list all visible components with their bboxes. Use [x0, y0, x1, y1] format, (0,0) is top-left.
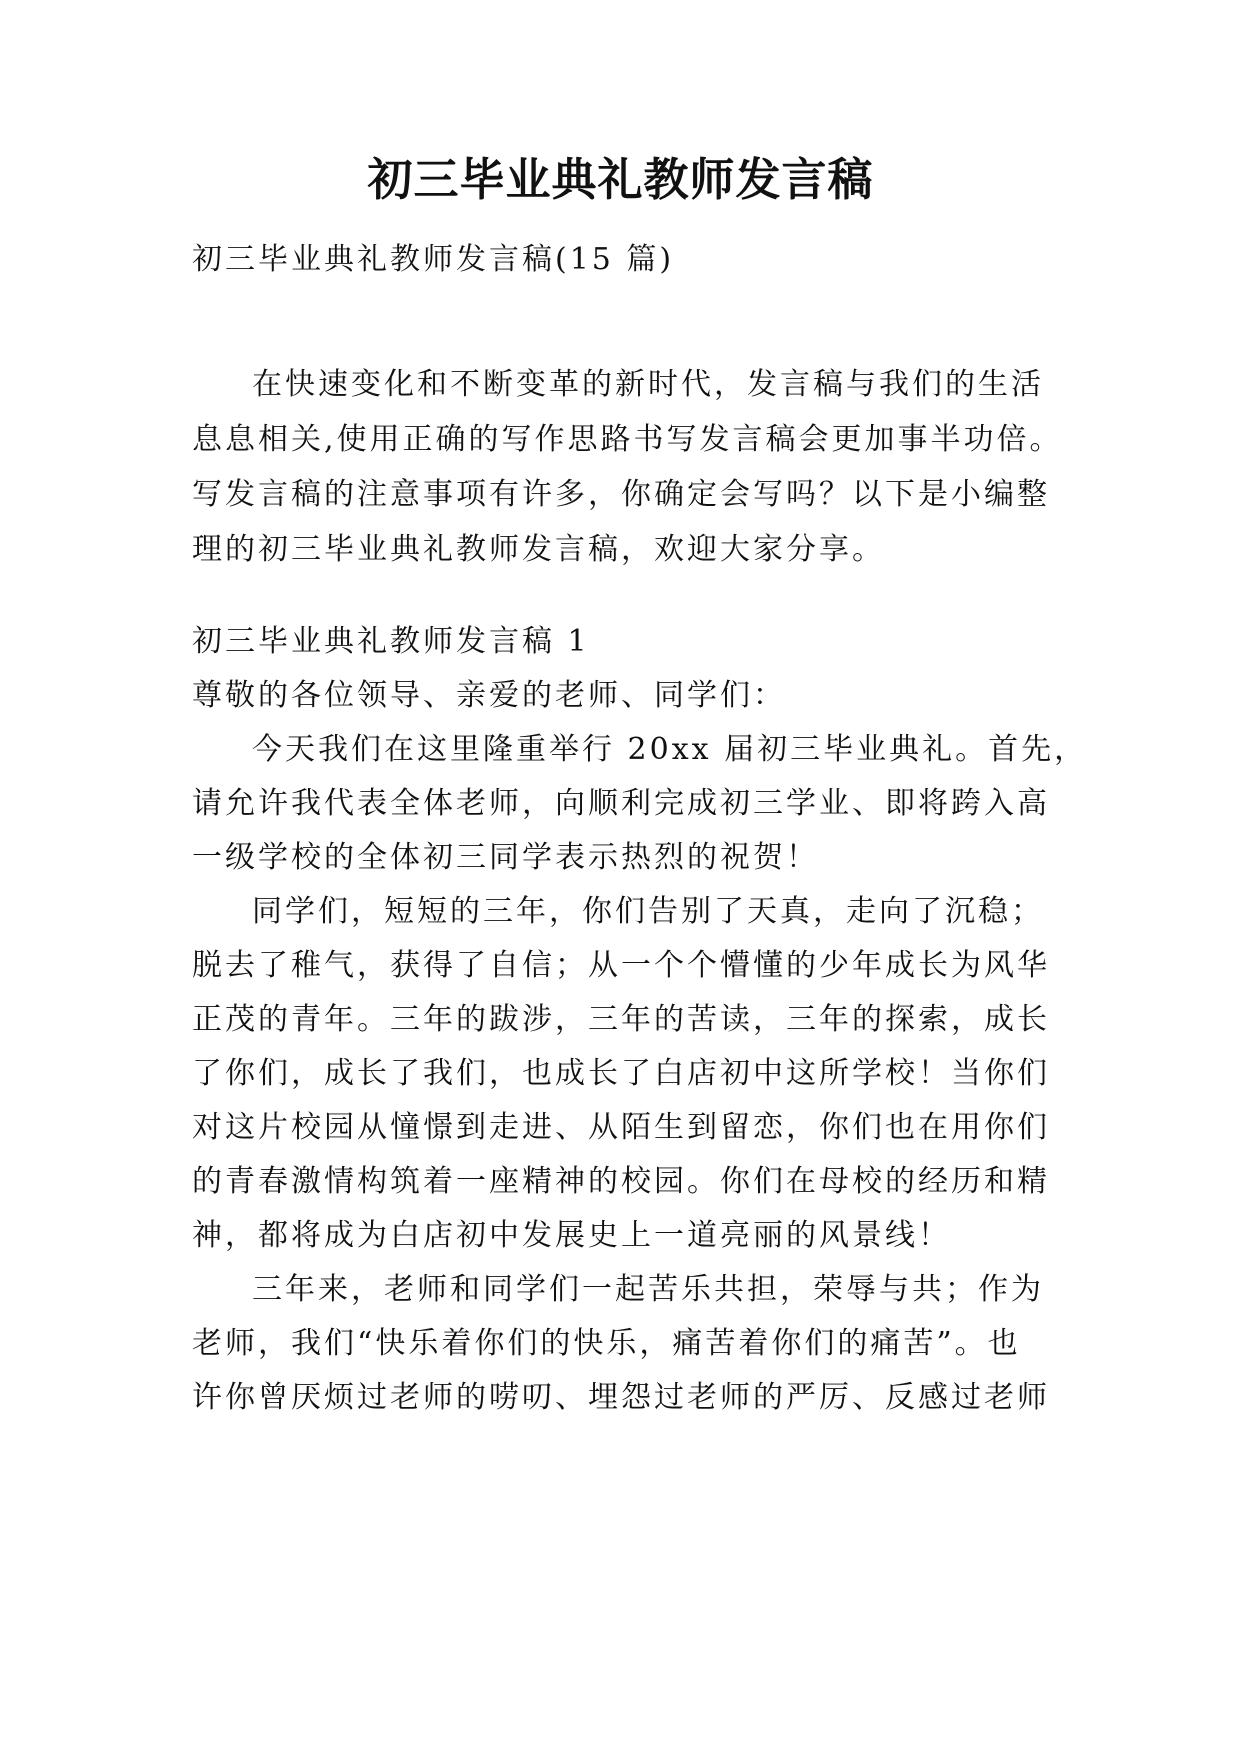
salutation-line: 尊敬的各位领导、亲爱的老师、同学们： — [192, 678, 786, 713]
subtitle-line: 初三毕业典礼教师发言稿(15 篇) — [192, 242, 675, 277]
section-heading: 初三毕业典礼教师发言稿 1 — [192, 624, 590, 659]
paragraph-line: 对这片校园从憧憬到走进、从陌生到留恋，你们也在用你们 — [192, 1110, 1050, 1145]
paragraph-line: 在快速变化和不断变革的新时代，发言稿与我们的生活 — [252, 367, 1044, 402]
paragraph-line: 息息相关,使用正确的写作思路书写发言稿会更加事半功倍。 — [192, 422, 1063, 457]
paragraph-line: 写发言稿的注意事项有许多，你确定会写吗？以下是小编整 — [192, 477, 1050, 512]
paragraph-line: 请允许我代表全体老师，向顺利完成初三学业、即将跨入高 — [192, 786, 1050, 821]
paragraph-line: 理的初三毕业典礼教师发言稿，欢迎大家分享。 — [192, 532, 885, 567]
paragraph-line: 了你们，成长了我们，也成长了白店初中这所学校！当你们 — [192, 1056, 1050, 1091]
paragraph-line: 一级学校的全体初三同学表示热烈的祝贺！ — [192, 840, 819, 875]
paragraph-line: 许你曾厌烦过老师的唠叨、埋怨过老师的严厉、反感过老师 — [192, 1380, 1050, 1415]
paragraph-line: 三年来，老师和同学们一起苦乐共担，荣辱与共；作为 — [252, 1272, 1044, 1307]
paragraph-line: 老师，我们“快乐着你们的快乐，痛苦着你们的痛苦”。也 — [192, 1326, 1021, 1361]
paragraph-line: 今天我们在这里隆重举行 20xx 届初三毕业典礼。首先， — [252, 732, 1088, 767]
paragraph-line: 正茂的青年。三年的跋涉，三年的苦读，三年的探索，成长 — [192, 1002, 1050, 1037]
paragraph-line: 的青春激情构筑着一座精神的校园。你们在母校的经历和精 — [192, 1164, 1050, 1199]
paragraph-line: 同学们，短短的三年，你们告别了天真，走向了沉稳； — [252, 894, 1044, 929]
document-title: 初三毕业典礼教师发言稿 — [367, 153, 874, 206]
paragraph-line: 脱去了稚气，获得了自信；从一个个懵懂的少年成长为风华 — [192, 948, 1050, 983]
paragraph-line: 神，都将成为白店初中发展史上一道亮丽的风景线！ — [192, 1218, 951, 1253]
